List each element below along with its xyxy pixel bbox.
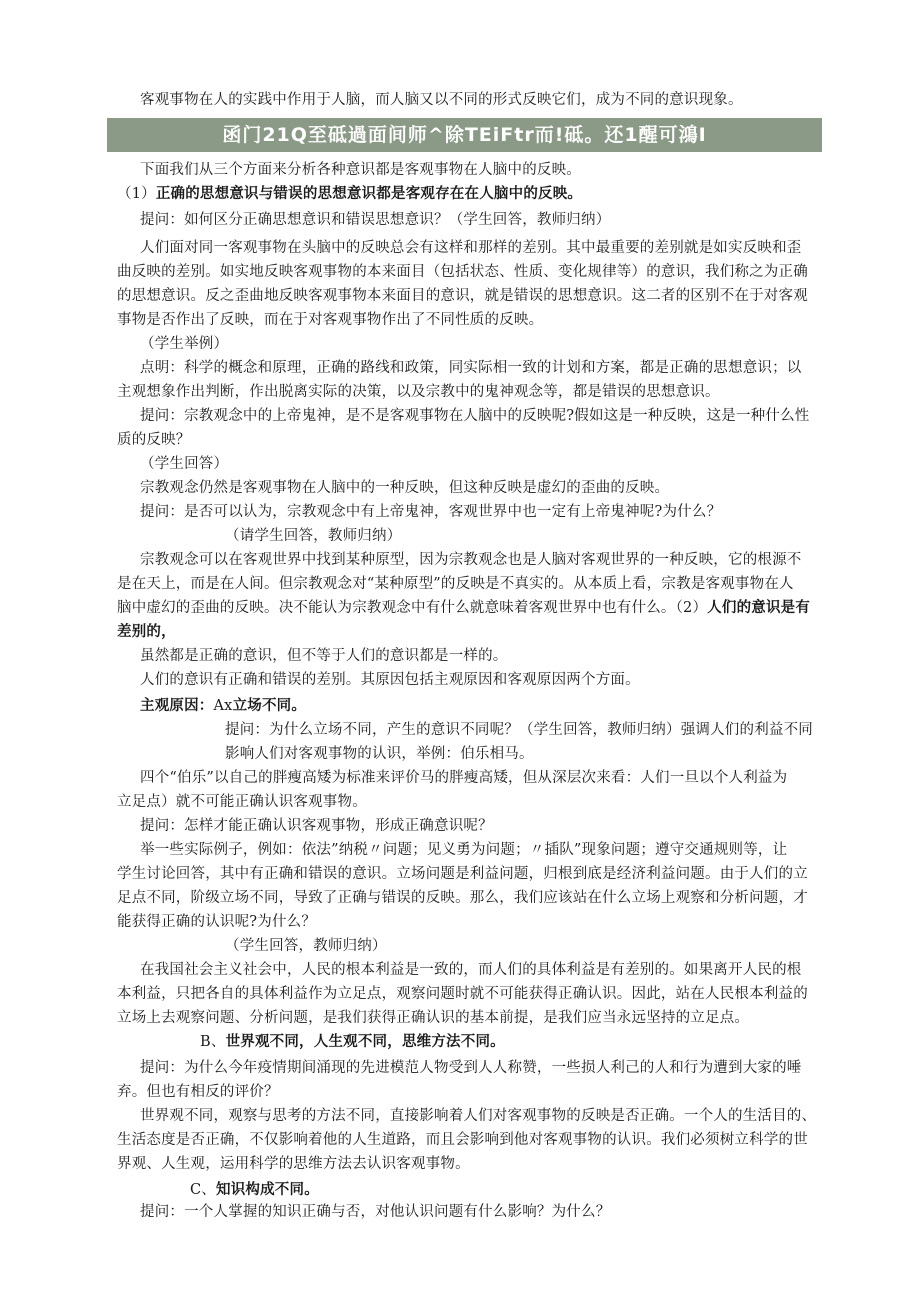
text-run: 提问：为什么今年疫情期间涌现的先进模范人物受到人人称赞，一些损人利己的人和行为遭到大家的唾	[140, 1060, 802, 1076]
text-run: 人们面对同一客观事物在头脑中的反映总会有这样和那样的差别。其中最重要的差别就是如实反映和歪	[140, 240, 802, 256]
text-run: Ax	[213, 698, 233, 714]
text-run: 立场上去观察问题、分析问题，是我们获得正确认识的基本前提，是我们应当永远坚持的立足点。	[117, 1010, 750, 1026]
text-run: 宗教观念仍然是客观事物在人脑中的一种反映，但这种反映是虚幻的歪曲的反映。	[140, 480, 670, 496]
text-line	[225, 744, 534, 764]
text-line	[200, 1032, 505, 1052]
text-line	[117, 1154, 470, 1174]
text-line	[140, 502, 721, 522]
text-line	[117, 888, 808, 908]
text-run: 足点不同，阶级立场不同，导致了正确与错误的反映。那么，我们应该站在什么立场上观察和分析问题，才	[117, 890, 808, 906]
text-run: B、	[200, 1034, 226, 1050]
text-line	[140, 406, 809, 426]
text-line	[117, 622, 176, 642]
section-banner: 函门21Q至砥過面间师^除TEiFtr而!砥。还1醒可鴻I	[107, 118, 822, 152]
text-line	[140, 238, 802, 258]
text-line	[140, 358, 802, 378]
text-line	[140, 816, 493, 836]
text-line	[117, 1130, 808, 1150]
text-line	[140, 160, 581, 180]
text-run: 提问：如何区分正确思想意识和错误思想意识？（学生回答，教师归纳）	[140, 212, 611, 228]
text-run: （1）	[117, 186, 156, 202]
text-line	[190, 1180, 319, 1200]
text-run: 提问：怎样才能正确认识客观事物，形成正确意识呢？	[140, 818, 493, 834]
text-run: 脑中虚幻的歪曲的反映。决不能认为宗教观念中有什么就意味着客观世界中也有什么。（2）	[117, 600, 708, 616]
text-line	[225, 526, 401, 546]
intro-paragraph: 客观事物在人的实践中作用于人脑，而人脑又以不同的形式反映它们，成为不同的意识现象。	[140, 92, 743, 108]
text-line	[117, 598, 810, 618]
text-line	[140, 1058, 802, 1078]
text-run: 是在天上，而是在人间。但宗教观念对“某种原型”的反映是不真实的。从本质上看，宗教是客观事物在人	[117, 576, 794, 592]
bold-text-run: 立场不同。	[232, 697, 307, 714]
text-line	[140, 1202, 610, 1222]
text-run: 生活态度是否正确，不仅影响着他的人生道路，而且会影响到他对客观事物的认识。我们必须树立科学的世	[117, 1132, 808, 1148]
text-run: 界观、人生观，运用科学的思维方法去认识客观事物。	[117, 1156, 470, 1172]
text-run: 质的反映？	[117, 432, 191, 448]
text-run: （请学生回答，教师归纳）	[225, 528, 402, 544]
text-line	[140, 210, 610, 230]
text-run: 立足点）就不可能正确认识客观事物。	[117, 794, 367, 810]
bold-text-run: 差别的，	[117, 623, 176, 640]
text-run: C、	[190, 1182, 216, 1198]
text-line	[117, 286, 808, 306]
text-line	[140, 1106, 816, 1126]
text-run: （学生举例）	[140, 336, 229, 352]
text-line	[117, 984, 808, 1004]
text-run: 人们的意识有正确和错误的差别。其原因包括主观原因和客观原因两个方面。	[140, 672, 640, 688]
text-line	[117, 792, 367, 812]
text-line	[117, 262, 808, 282]
text-run: 主观想象作出判断，作出脱离实际的决策，以及宗教中的鬼神观念等，都是错误的思想意识。	[117, 384, 720, 400]
text-line	[140, 696, 306, 716]
text-line	[140, 768, 787, 788]
bold-text-run: 主观原因：	[140, 697, 214, 714]
text-run: 影响人们对客观事物的认识，举例：伯乐相马。	[225, 746, 534, 762]
text-run: 本利益，只把各自的具体利益作为立足点，观察问题时就不可能获得正确认识。因此，站在人民根本利益的	[117, 986, 808, 1002]
text-run: 举一些实际例子，例如：依法”纳税〃问题；见义勇为问题；〃插队”现象问题；遵守交通规则等，让	[140, 842, 788, 858]
text-line	[117, 184, 582, 204]
text-run: 虽然都是正确的意识，但不等于人们的意识都是一样的。	[140, 648, 508, 664]
text-run: 点明：科学的概念和原理，正确的路线和政策，同实际相一致的计划和方案，都是正确的思想意识；以	[140, 360, 802, 376]
text-run: （学生回答）	[140, 456, 229, 472]
bold-text-run: 世界观不同，人生观不同，思维方法不同。	[225, 1033, 505, 1050]
text-line	[140, 670, 640, 690]
text-run: 世界观不同，观察与思考的方法不同，直接影响着人们对客观事物的反映是否正确。一个人的生活目的、	[140, 1108, 817, 1124]
bold-text-run: 人们的意识是有	[707, 599, 811, 616]
text-run: 提问：是否可以认为，宗教观念中有上帝鬼神，客观世界中也一定有上帝鬼神呢?为什么？	[140, 504, 722, 520]
text-line	[140, 840, 787, 860]
text-run: 在我国社会主义社会中，人民的根本利益是一致的，而人们的具体利益是有差别的。如果离开人民的根	[140, 962, 802, 978]
text-run: 能获得正确的认识呢?为什么？	[117, 914, 317, 930]
bold-text-run: 正确的思想意识与错误的思想意识都是客观存在在人脑中的反映。	[155, 185, 583, 202]
text-run: 下面我们从三个方面来分析各种意识都是客观事物在人脑中的反映。	[140, 162, 581, 178]
text-line	[140, 478, 669, 498]
text-run: 弃。但也有相反的评价？	[117, 1084, 279, 1100]
text-line	[140, 550, 802, 570]
text-line	[140, 960, 802, 980]
text-line	[117, 1008, 749, 1028]
text-line	[117, 430, 191, 450]
text-run: 学生讨论回答，其中有正确和错误的意识。立场问题是利益问题，归根到底是经济利益问题。由于人们的立	[117, 866, 808, 882]
text-line	[117, 310, 543, 330]
text-run: 曲反映的差别。如实地反映客观事物的本来面目（包括状态、性质、变化规律等）的意识，我们称之为正确	[117, 264, 808, 280]
text-run: 的思想意识。反之歪曲地反映客观事物本来面目的意识，就是错误的思想意识。这二者的区别不在于对客观	[117, 288, 808, 304]
text-line	[140, 334, 228, 354]
text-line	[117, 912, 316, 932]
text-line	[117, 574, 794, 594]
text-line	[140, 454, 228, 474]
text-run: 提问：为什么立场不同，产生的意识不同呢？（学生回答，教师归纳）强调人们的利益不同	[225, 722, 813, 738]
text-run: 提问：宗教观念中的上帝鬼神，是不是客观事物在人脑中的反映呢?假如这是一种反映，这是一种什么性	[140, 408, 810, 424]
text-line	[117, 864, 808, 884]
text-run: 宗教观念可以在客观世界中找到某种原型，因为宗教观念也是人脑对客观世界的一种反映，它的根源不	[140, 552, 802, 568]
text-line	[117, 1082, 279, 1102]
text-run: 提问：一个人掌握的知识正确与否，对他认识问题有什么影响？为什么？	[140, 1204, 611, 1220]
text-line	[140, 646, 508, 666]
text-line	[117, 382, 720, 402]
text-line	[225, 936, 387, 956]
text-run: 事物是否作出了反映，而在于对客观事物作出了不同性质的反映。	[117, 312, 544, 328]
bold-text-run: 知识构成不同。	[216, 1181, 319, 1198]
text-run: 四个“伯乐”以自己的胖瘦高矮为标准来评价马的胖瘦高矮，但从深层次来看：人们一旦以个人利益为	[140, 770, 788, 786]
text-run: （学生回答，教师归纳）	[225, 938, 387, 954]
text-line	[225, 720, 813, 740]
